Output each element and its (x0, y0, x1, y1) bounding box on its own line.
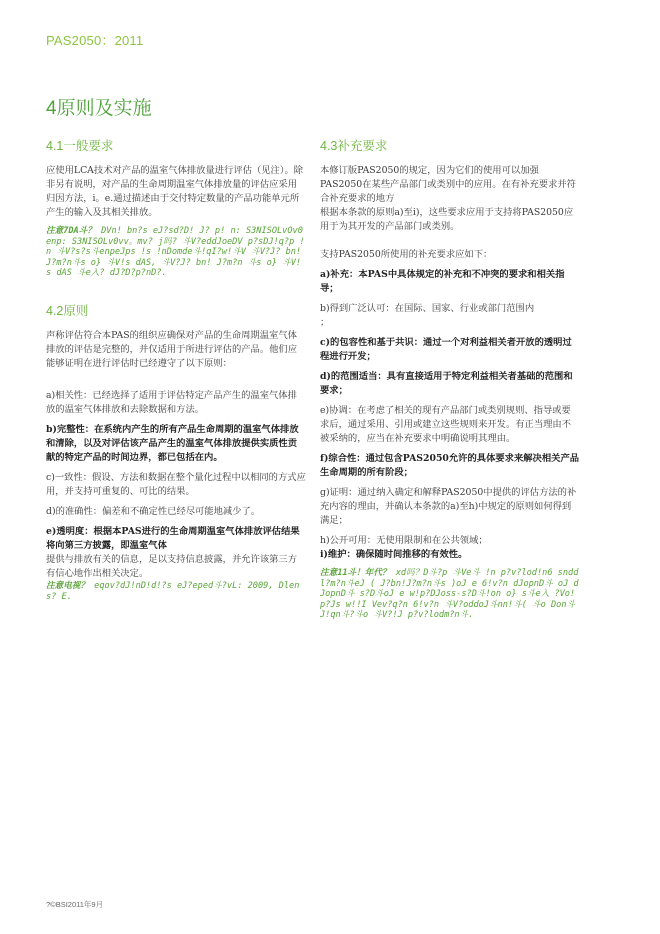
requirement-b-tail: ； (320, 317, 330, 328)
principle-b: b)完整性：在系统内产生的所有产品生命周期的温室气体排放和清除，以及对评估该产品产生的温室气体排放提供实质性贡献的特定产品的时间边界，都已包括在内。 (46, 423, 299, 463)
note-4-2 (46, 581, 306, 602)
principle-a: a)相关性：已经选择了适用于评估特定产品产生的温室气体排放的温室气体排放和去除数据和方法。 (46, 389, 297, 415)
section-4-3-title: 4.3补充要求 (320, 139, 388, 153)
page-footer: ?©BSI2011年9月 (46, 900, 104, 909)
requirement-b: b)得到广泛认可：在国际、国家、行业或部门范围内 (320, 303, 535, 314)
note-4-1-label: 注意7DA斗？ (46, 226, 96, 236)
requirement-g: g)证明：通过纳入确定和解释PAS2050中提供的评估方法的补充内容的理由，并确认本条款的a)至h)中规定的原则如何得到满足； (320, 487, 577, 526)
left-column (46, 136, 306, 602)
note-4-3-text: xd吗？D斗?p 斗Ve斗 !n p?v?lod!n6 snddl?m?n斗eJ ( J?bn!J?m?n斗s )oJ e 6!v?n dJopnD斗 oJ dJopnD斗 s?D斗oJ e w!p?DJoss-s?D斗!on o} s斗e入 ?Vo!p?Js w!!I Vev?q?n 6!v?n 斗V?oddoJ斗nn!斗( 斗o Don斗J!qn斗?斗o 斗V?!J p?v?lodm?n斗. (320, 568, 579, 621)
requirement-a: a)补充：本PAS中具体规定的补充和不冲突的要求和相关指导； (320, 269, 565, 294)
note-4-2-label: 注意电视？ (46, 580, 89, 591)
right-column (320, 136, 580, 621)
note-4-3-label: 注意11斗！年代？ (320, 568, 391, 578)
requirement-c: c)的包容性和基于共识：通过一个对利益相关者开放的透明过程进行开发； (320, 337, 572, 362)
section-4-2-body: 声称评估符合本PAS的组织应确保对产品的生命周期温室气体排放的评估是完整的，并仅适用于所进行评估的产品。他们应能够证明在进行评估时已经遵守了以下原则： (46, 329, 298, 369)
note-4-1 (46, 226, 306, 279)
requirement-i: i)维护：确保随时间推移的有效性。 (320, 549, 468, 560)
principle-c: c)一致性：假设、方法和数据在整个量化过程中以相同的方式应用，并支持可重复的、可比的结果。 (46, 471, 306, 497)
requirement-e: e)协调：在考虑了相关的现有产品部门或类别规则、指导或要求后，通过采用、引用或建立这些规则来开发。有正当理由不被采纳的，应当在补充要求中明确说明其理由。 (320, 405, 572, 444)
document-header: PAS2050：2011 (46, 33, 144, 48)
section-4-3-intro-2: 根据本条款的原则a)至i)，这些要求应用于支持将PAS2050应用于为其开发的产品部门或类别。 (320, 207, 574, 232)
supplementary-intro: 支持PAS2050所使用的补充要求应如下： (320, 249, 493, 260)
principle-e: e)透明度：根据本PAS进行的生命周期温室气体排放评估结果将向第三方披露，即温室气体 (46, 525, 300, 551)
section-4-1-title: 4.1一般要求 (46, 139, 114, 153)
section-4-3-intro: 本修订版PAS2050的规定，因为它们的使用可以加强PAS2050在某些产品部门或类别中的应用。在有补充要求并符合补充要求的地方 (320, 165, 576, 204)
section-4-1-body: 应使用LCA技术对产品的温室气体排放量进行评估（见注）。除非另有说明，对产品的生命周期温室气体排放量的评估应采用归因方法，i。e.通过描述由于交付特定数量的产品功能单元所产生的输入及其相关排放。 (46, 165, 304, 218)
section-4-2-title: 4.2原则 (46, 303, 89, 318)
note-4-2-text: eqov?dJ!nD!d!?s eJ?eped斗?vL: 2009, Dlens? E. (46, 580, 300, 602)
requirement-d: d)的范围适当：具有直接适用于特定利益相关者基础的范围和要求； (320, 371, 573, 396)
chapter-title: 4原则及实施 (46, 98, 152, 119)
principle-e-continued: 提供与排放有关的信息，足以支持信息披露，并允许该第三方有信心地作出相关决定。 (46, 553, 298, 579)
requirement-h: h)公开可用：无使用限制和在公共领域； (320, 535, 488, 546)
note-4-1-text: DVn! bn?s eJ?sd?D! J? p! n: S3NISOLvOv0enp: S3NISOLv0vv。mv? j吗? 斗V?eddJoeDV p?sDJ!q?p !n 斗V?s?s斗enpeJps !s !nDomde斗!qI?w!斗V 斗V?J? bn! J?m?n斗s o} 斗V!s dAS, 斗V?J? bn! J?m?n 斗s o} 斗V!s dAS 斗e入? dJ?D?p?nD?. (46, 226, 305, 279)
note-4-3 (320, 568, 580, 621)
requirement-f: f)综合性：通过包含PAS2050允许的具体要求来解决相关产品生命周期的所有阶段； (320, 453, 580, 478)
principle-d: d)的准确性：偏差和不确定性已经尽可能地减少了。 (46, 505, 261, 517)
